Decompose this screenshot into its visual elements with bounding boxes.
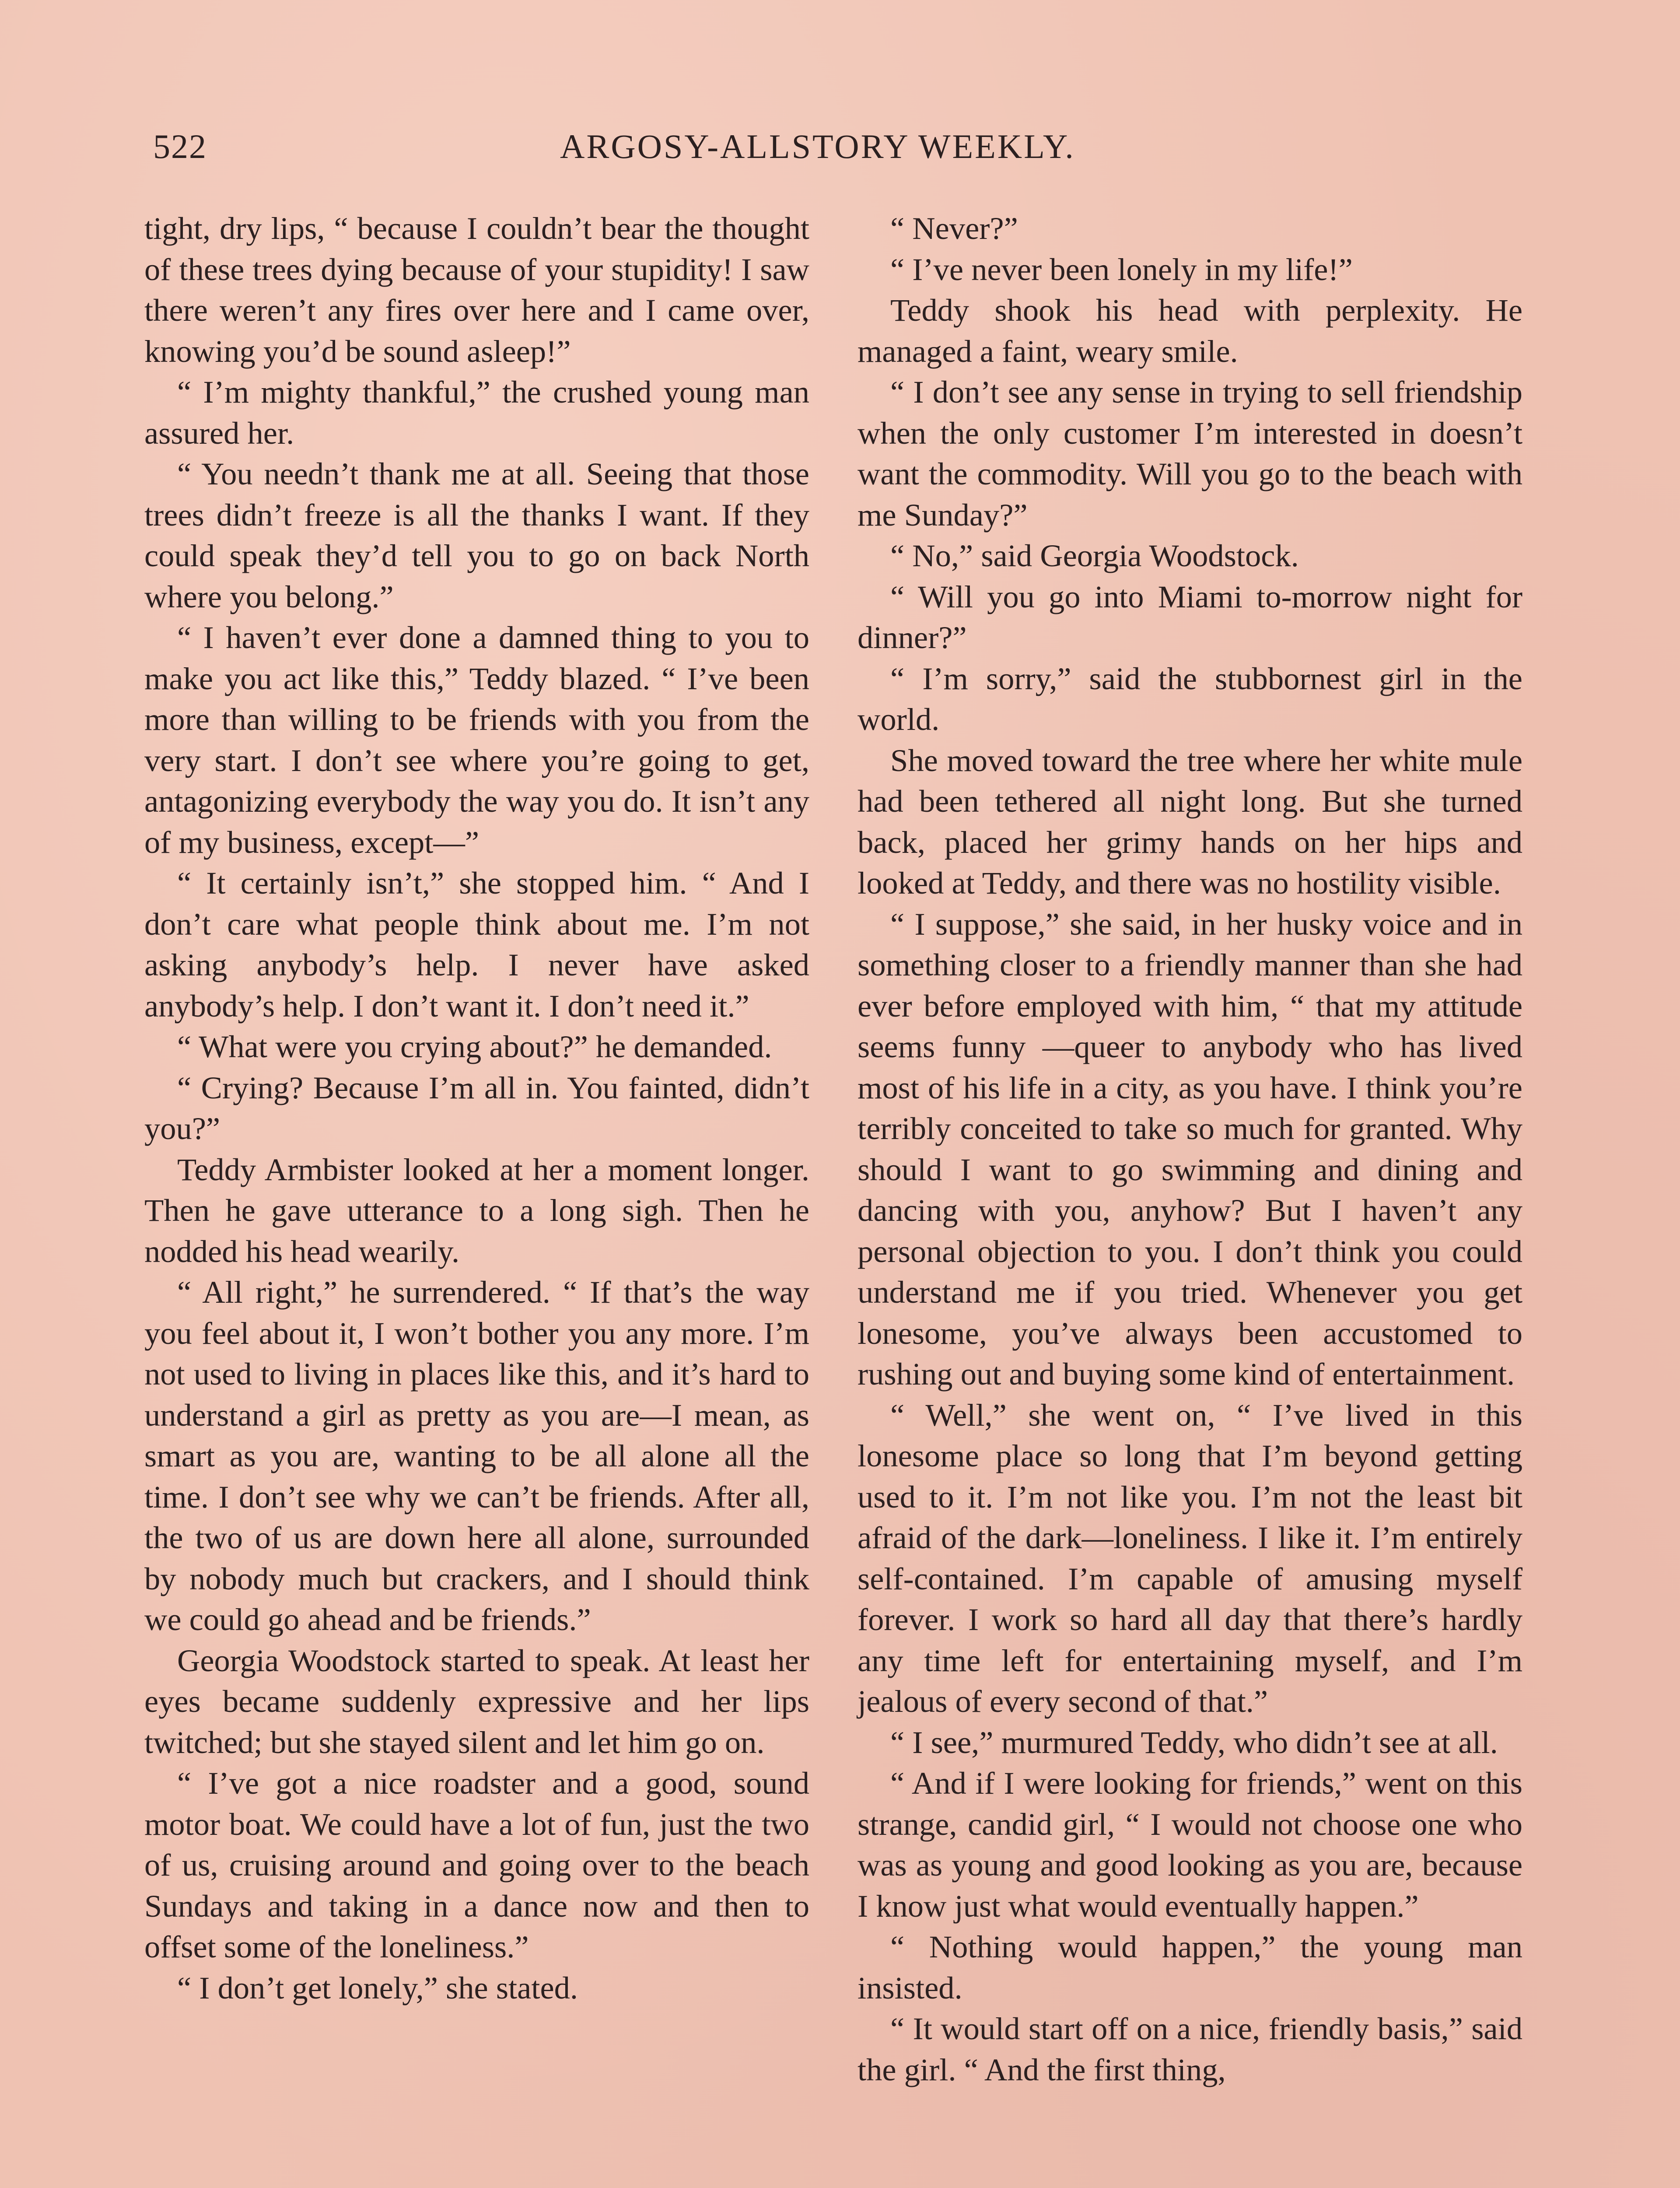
paragraph: “ I’ve got a nice roadster and a good, sound motor boat. We could have a lot of fun, just the two of us, cruising around and going over to the beach Sundays and taking in a dance now and then to offset some of the loneliness.” (144, 1765, 809, 1964)
paragraph: “ Crying? Because I’m all in. You fainted, didn’t you?” (144, 1069, 809, 1146)
paragraph: Georgia Woodstock started to speak. At least her eyes became suddenly expressive and her lips twitched; but she stayed silent and let him go on. (144, 1642, 809, 1760)
right-column (858, 208, 1522, 2090)
paragraph: “ Well,” she went on, “ I’ve lived in this lonesome place so long that I’m beyond getting used to it. I’m not like you. I’m not the least bit afraid of the dark—loneliness. I like it. I’m entirely self-contained. I’m capable of amusing myself forever. I work so hard all day that there’s hardly any time left for entertaining myself, and I’m jealous of every second of that.” (858, 1397, 1522, 1719)
paragraph: “ I don’t get lonely,” she stated. (177, 1970, 578, 2006)
paragraph: “ I’m mighty thankful,” the crushed young man assured her. (144, 374, 809, 451)
paragraph: “ You needn’t thank me at all. Seeing that those trees didn’t freeze is all the thanks I want. If they could speak they’d tell you to go on back North where you belong.” (144, 456, 809, 614)
paragraph: “ And if I were looking for friends,” went on this strange, candid girl, “ I would not choose one who was as young and good looking as you are, because I know just what would eventually happen.” (858, 1765, 1522, 1924)
paragraph: “ I’ve never been lonely in my life!” (890, 251, 1353, 287)
left-column (144, 208, 809, 2008)
paragraph: “ I’m sorry,” said the stubbornest girl in the world. (858, 660, 1522, 737)
paragraph: “ I suppose,” she said, in her husky voice and in something closer to a friendly manner than she had ever before employed with him, “ that my attitude seems funny —queer to anybody who has lived most of his life in a city, as you have. I think you’re terribly conceited to take so much for granted. Why should I want to go swimming and dining and dancing with you, anyhow? But I haven’t any personal objection to you. I don’t think you could understand me if you tried. Whenever you get lonesome, you’ve always been accustomed to rushing out and buying some kind of entertainment. (858, 906, 1522, 1392)
paragraph: tight, dry lips, “ because I couldn’t bear the thought of these trees dying because of your stupidity! I saw there weren’t any fires over here and I came over, knowing you’d be sound asleep!” (144, 210, 809, 369)
paragraph: “ I don’t see any sense in trying to sell friendship when the only customer I’m interested in doesn’t want the commodity. Will you go to the beach with me Sunday?” (858, 374, 1522, 533)
paragraph: “ It certainly isn’t,” she stopped him. “ And I don’t care what people think about me. I’m not asking anybody’s help. I never have asked anybody’s help. I don’t want it. I don’t need it.” (144, 865, 809, 1024)
paragraph: “ No,” said Georgia Woodstock. (890, 538, 1299, 573)
paragraph: Teddy shook his head with perplexity. He managed a faint, weary smile. (858, 292, 1522, 369)
paragraph: “ It would start off on a nice, friendly basis,” said the girl. “ And the first thing, (858, 2011, 1522, 2087)
page-number: 522 (153, 127, 207, 165)
paragraph: “ All right,” he surrendered. “ If that’s the way you feel about it, I won’t bother you any more. I’m not used to living in places like this, and it’s hard to understand a girl as pretty as you are—I mean, as smart as you are, wanting to be all alone all the time. I don’t see why we can’t be friends. After all, the two of us are down here all alone, surrounded by nobody much but crackers, and I should think we could go ahead and be friends.” (144, 1274, 809, 1637)
running-head: ARGOSY-ALLSTORY WEEKLY. (560, 127, 1075, 165)
paragraph: “ Will you go into Miami to-morrow night for dinner?” (858, 579, 1522, 655)
paragraph: “ Nothing would happen,” the young man insisted. (858, 1929, 1522, 2006)
paragraph: “ I see,” murmured Teddy, who didn’t see at all. (890, 1724, 1498, 1760)
paragraph: “ Never?” (890, 210, 1018, 246)
paragraph: Teddy Armbister looked at her a moment longer. Then he gave utterance to a long sigh. Then he nodded his head wearily. (144, 1151, 809, 1269)
paragraph: She moved toward the tree where her white mule had been tethered all night long. But she turned back, placed her grimy hands on her hips and looked at Teddy, and there was no hostility visible. (858, 742, 1522, 901)
page-header (153, 127, 1562, 179)
paragraph: “ What were you crying about?” he demanded. (177, 1029, 772, 1064)
paragraph: “ I haven’t ever done a damned thing to you to make you act like this,” Teddy blazed. “ I’ve been more than willing to be friends with you from the very start. I don’t see where you’re going to get, antagonizing everybody the way you do. It isn’t any of my business, except—” (144, 620, 809, 860)
